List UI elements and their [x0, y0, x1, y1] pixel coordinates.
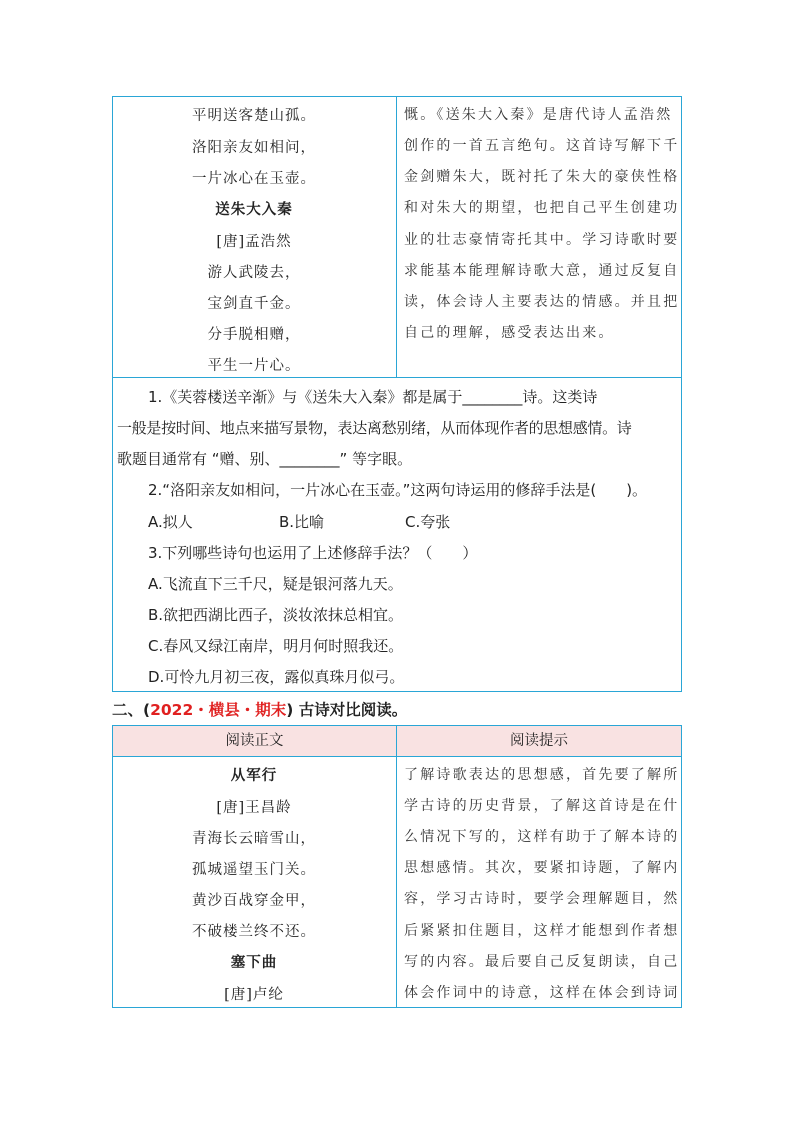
question-3-option-c: C.春风又绿江南岸，明月何时照我还。	[148, 637, 404, 655]
question-3: 3.下列哪些诗句也运用了上述修辞手法？（ ）	[148, 544, 478, 562]
question-1-line-2: 一般是按时间、地点来描写景物，表达离愁别绪，从而体现作者的思想感情。诗	[117, 419, 632, 437]
hint-line: 体会作词中的诗意，这样在体会到诗词	[404, 985, 680, 1001]
poem-line: 分手脱相赠，	[207, 327, 301, 343]
table2-header-divider	[112, 756, 682, 757]
poem-title: 从军行	[230, 768, 278, 784]
question-1-line-1: 1.《芙蓉楼送辛渐》与《送朱大入秦》都是属于________诗。这类诗	[148, 388, 598, 406]
poem-title: 送朱大入秦	[215, 202, 293, 218]
hint-line: 后紧紧扣住题目，这样才能想到作者想	[404, 923, 680, 939]
hint-line: 业的壮志豪情寄托其中。学习诗歌时要	[404, 232, 680, 248]
poem-line: 平生一片心。	[207, 358, 301, 374]
poem-line: 孤城遥望玉门关。	[192, 862, 316, 878]
poem-line: 宝剑直千金。	[207, 296, 301, 312]
table1-column-divider	[396, 96, 397, 378]
poem-line: 平明送客楚山孤。	[192, 108, 316, 124]
poem-author: [唐]王昌龄	[216, 800, 292, 816]
hint-line: 慨。《送朱大入秦》是唐代诗人孟浩然	[404, 107, 673, 123]
hint-line: 么情况下写的，这样有助于了解本诗的	[404, 829, 680, 845]
question-2-option-a: A.拟人	[148, 513, 193, 531]
poem-line: 游人武陵去，	[207, 265, 301, 281]
question-3-option-b: B.欲把西湖比西子，淡妆浓抹总相宜。	[148, 606, 404, 624]
poem-author: [唐]卢纶	[224, 987, 284, 1003]
section-2-source: 2022・横县・期末	[150, 701, 287, 719]
poem-line: 洛阳亲友如相问，	[192, 140, 316, 156]
poem-title: 塞下曲	[230, 955, 278, 971]
hint-line: 了解诗歌表达的思想感，首先要了解所	[404, 767, 680, 783]
hint-line: 学古诗的历史背景，了解这首诗是在什	[404, 798, 680, 814]
question-3-option-a: A.飞流直下三千尺，疑是银河落九天。	[148, 575, 403, 593]
poem-line: 黄沙百战穿金甲，	[192, 893, 316, 909]
section-2-prefix: 二、(	[112, 701, 151, 719]
poem-author: [唐]孟浩然	[216, 234, 292, 250]
poem-line: 不破楼兰终不还。	[192, 924, 316, 940]
hint-line: 求能基本能理解诗歌大意，通过反复自	[404, 263, 680, 279]
question-2: 2.“洛阳亲友如相问，一片冰心在玉壶。”这两句诗运用的修辞手法是( )。	[148, 481, 648, 499]
hint-line: 写的内容。最后要自己反复朗读，自己	[404, 954, 680, 970]
hint-line: 金剑赠朱大，既衬托了朱大的豪侠性格	[404, 169, 680, 185]
hint-line: 容，学习古诗时，要学会理解题目，然	[404, 891, 680, 907]
hint-line: 自己的理解，感受表达出来。	[404, 325, 615, 341]
header-reading-text: 阅读正文	[113, 726, 396, 756]
question-2-option-c: C.夸张	[405, 513, 451, 531]
hint-line: 和对朱大的期望，也把自己平生创建功	[404, 200, 680, 216]
hint-line: 思想感情。其次，要紧扣诗题，了解内	[404, 860, 680, 876]
question-1-line-3: 歌题目通常有 “赠、别、________” 等字眼。	[117, 450, 413, 468]
section-2-title	[112, 698, 407, 720]
question-3-option-d: D.可怜九月初三夜，露似真珠月似弓。	[148, 668, 405, 686]
header-reading-hint: 阅读提示	[397, 726, 681, 756]
hint-line: 读，体会诗人主要表达的情感。并且把	[404, 294, 680, 310]
poem-line: 青海长云暗雪山，	[192, 831, 316, 847]
section-2-suffix: ) 古诗对比阅读。	[286, 701, 408, 719]
table2-column-divider	[396, 725, 397, 1008]
poem-line: 一片冰心在玉壶。	[192, 171, 316, 187]
question-2-option-b: B.比喻	[279, 513, 325, 531]
table1-row-divider	[112, 377, 682, 378]
hint-line: 创作的一首五言绝句。这首诗写解下千	[404, 138, 680, 154]
